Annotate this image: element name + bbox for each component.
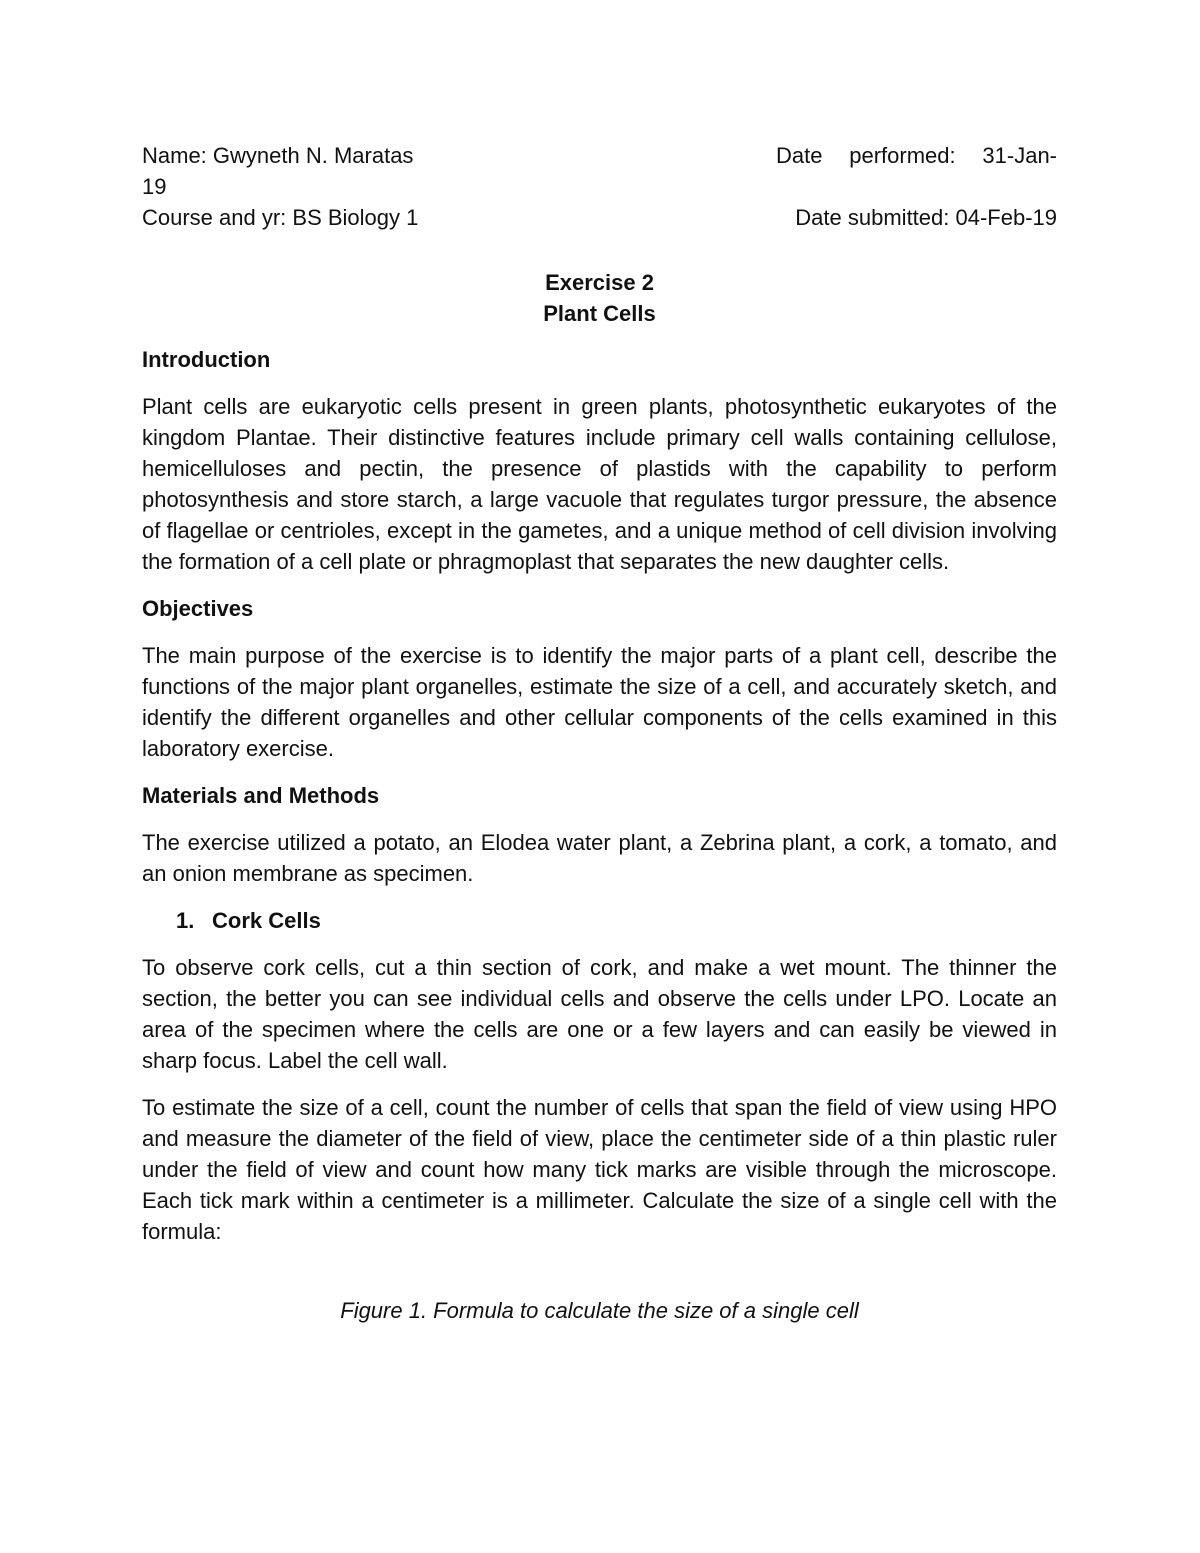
objectives-heading: Objectives — [142, 596, 254, 621]
title-block — [142, 267, 1057, 329]
cork-cells-heading — [176, 905, 1057, 936]
introduction-paragraph: Plant cells are eukaryotic cells present in green plants, photosynthetic eukaryotes of the kingdom Plantae. Their distinctive features include primary cell walls containing cellulose, hemicelluloses and pectin, the presence of plastids with the capability to perform photosynthesis and store starch, a large vacuole that regulates turgor pressure, the absence of flagellae or centrioles, except in the gametes, and a unique method of cell division involving the formation of a cell plate or phragmoplast that separates the new daughter cells. — [142, 394, 1057, 574]
date-submitted: Date submitted: 04-Feb-19 — [795, 205, 1057, 230]
date-performed-word: 31-Jan- — [982, 143, 1057, 168]
date-performed — [776, 140, 1057, 171]
header-row-1 — [142, 140, 1057, 171]
student-name: Name: Gwyneth N. Maratas — [142, 143, 414, 168]
objectives-paragraph: The main purpose of the exercise is to identify the major parts of a plant cell, describe the functions of the major plant organelles, estimate the size of a cell, and accurately sketch, and identify the different organelles and other cellular components of the cells examined in this laboratory exercise. — [142, 643, 1057, 761]
course-year: Course and yr: BS Biology 1 — [142, 205, 419, 230]
cork-cells-paragraph-1: To observe cork cells, cut a thin section of cork, and make a wet mount. The thinner the section, the better you can see individual cells and observe the cells under LPO. Locate an area of the specimen where the cells are one or a few layers and can easily be viewed in sharp focus. Label the cell wall. — [142, 955, 1057, 1073]
list-number: 1. — [176, 908, 195, 933]
date-performed-word: performed: — [849, 143, 956, 168]
materials-methods-heading: Materials and Methods — [142, 783, 380, 808]
figure-caption: Figure 1. Formula to calculate the size of a single cell — [340, 1298, 859, 1323]
cork-cells-title: Cork Cells — [212, 908, 321, 933]
exercise-title: Exercise 2 — [545, 270, 654, 295]
header-row-2 — [142, 202, 1057, 233]
date-performed-wrap: 19 — [142, 174, 167, 199]
date-performed-word: Date — [776, 143, 823, 168]
cork-cells-paragraph-2: To estimate the size of a cell, count the number of cells that span the field of view using HPO and measure the diameter of the field of view, place the centimeter side of a thin plastic ruler under the field of view and count how many tick marks are visible through the microscope. Each tick mark within a centimeter is a millimeter. Calculate the size of a single cell with the formula: — [142, 1095, 1057, 1244]
exercise-topic: Plant Cells — [543, 301, 656, 326]
introduction-heading: Introduction — [142, 347, 271, 372]
materials-methods-paragraph: The exercise utilized a potato, an Elodea water plant, a Zebrina plant, a cork, a tomato, and an onion membrane as specimen. — [142, 830, 1057, 886]
